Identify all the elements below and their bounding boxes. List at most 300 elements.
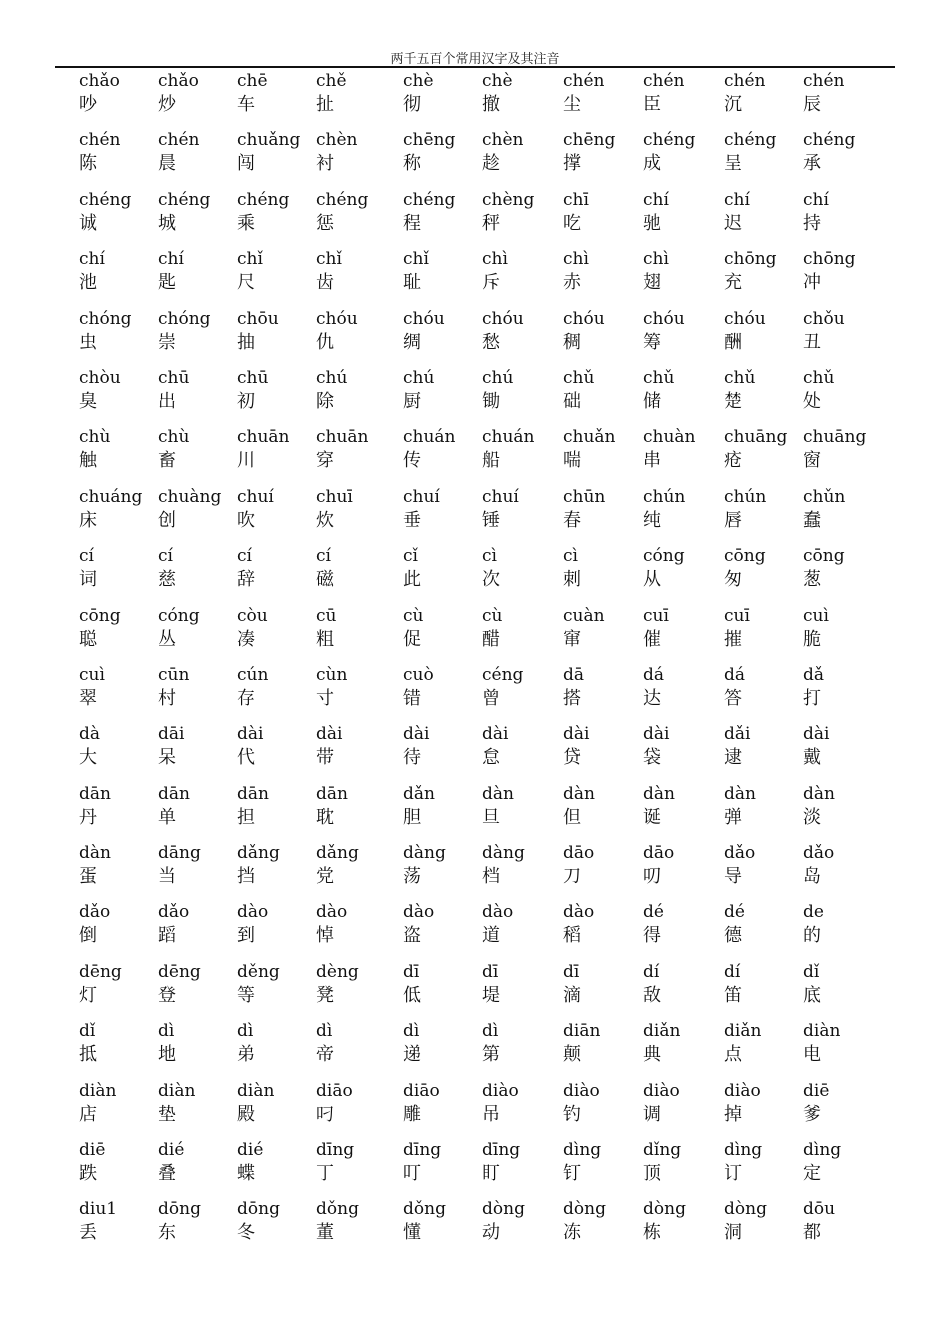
hanzi-character: 丛 xyxy=(158,628,176,650)
hanzi-character: 脆 xyxy=(803,628,821,650)
pinyin-label: chóu xyxy=(482,308,524,329)
pinyin-label: dòng xyxy=(563,1199,606,1220)
character-entry xyxy=(403,901,434,948)
pinyin-label: cí xyxy=(316,546,331,567)
hanzi-character: 堤 xyxy=(482,984,500,1006)
hanzi-character: 挡 xyxy=(237,866,255,888)
pinyin-label: cuī xyxy=(643,605,669,626)
hanzi-character: 都 xyxy=(803,1222,821,1244)
character-entry xyxy=(803,842,834,889)
hanzi-character: 荡 xyxy=(403,866,421,888)
pinyin-label: dǒng xyxy=(316,1199,359,1220)
character-entry xyxy=(803,545,845,592)
pinyin-label: dié xyxy=(158,1140,185,1161)
character-entry xyxy=(237,664,268,711)
pinyin-label: dài xyxy=(403,724,430,745)
pinyin-label: dì xyxy=(403,1021,420,1042)
pinyin-label: chí xyxy=(643,189,669,210)
hanzi-character: 城 xyxy=(158,212,176,234)
character-entry xyxy=(643,486,685,533)
character-entry xyxy=(403,664,434,711)
hanzi-character: 钉 xyxy=(563,1163,581,1185)
pinyin-label: dōng xyxy=(158,1199,201,1220)
pinyin-label: dān xyxy=(79,783,111,804)
hanzi-character: 袋 xyxy=(643,747,661,769)
character-entry xyxy=(803,664,824,711)
character-entry xyxy=(563,248,589,295)
character-entry xyxy=(237,1139,263,1186)
character-entry xyxy=(482,308,524,355)
character-entry xyxy=(316,783,348,830)
pinyin-label: chóu xyxy=(643,308,685,329)
character-entry xyxy=(237,70,268,117)
hanzi-character: 齿 xyxy=(316,272,334,294)
pinyin-label: dǎo xyxy=(79,902,111,923)
page-header-title: 两千五百个常用汉字及其注音 xyxy=(390,52,560,67)
pinyin-label: chǐ xyxy=(403,249,429,270)
pinyin-label: dǎng xyxy=(316,843,359,864)
character-entry xyxy=(803,189,829,236)
character-entry xyxy=(158,189,210,236)
hanzi-character: 滴 xyxy=(563,984,581,1006)
pinyin-label: cù xyxy=(403,605,424,626)
hanzi-character: 纯 xyxy=(643,509,661,531)
character-entry xyxy=(563,842,594,889)
hanzi-character: 闯 xyxy=(237,153,255,175)
hanzi-character: 地 xyxy=(158,1044,176,1066)
hanzi-character: 扯 xyxy=(316,94,334,115)
character-entry xyxy=(803,70,844,117)
character-entry xyxy=(563,129,615,176)
character-entry xyxy=(563,783,595,830)
pinyin-label: dīng xyxy=(316,1140,355,1161)
hanzi-character: 撑 xyxy=(563,153,581,175)
grid-row xyxy=(0,426,950,485)
grid-row xyxy=(0,723,950,782)
character-entry xyxy=(563,901,594,948)
character-entry xyxy=(403,545,421,592)
hanzi-character: 吵 xyxy=(79,94,97,115)
pinyin-label: dài xyxy=(643,724,670,745)
pinyin-label: chún xyxy=(643,486,686,507)
hanzi-character: 顶 xyxy=(643,1163,661,1185)
pinyin-label: chù xyxy=(158,427,190,448)
pinyin-label: dǎo xyxy=(803,843,835,864)
hanzi-character: 程 xyxy=(403,212,421,234)
character-entry xyxy=(158,1080,195,1127)
pinyin-label: chóu xyxy=(563,308,605,329)
character-entry xyxy=(316,664,347,711)
character-entry xyxy=(158,129,199,176)
grid-row xyxy=(0,129,950,188)
character-entry xyxy=(563,545,581,592)
character-entry xyxy=(403,129,455,176)
hanzi-character: 带 xyxy=(316,747,334,769)
pinyin-label: chóu xyxy=(403,308,445,329)
grid-row xyxy=(0,545,950,604)
pinyin-label: chǔ xyxy=(724,367,756,388)
pinyin-label: chòu xyxy=(79,367,121,388)
character-entry xyxy=(79,70,120,117)
character-entry xyxy=(724,961,742,1008)
character-entry xyxy=(643,783,675,830)
character-entry xyxy=(803,367,834,414)
hanzi-character: 盯 xyxy=(482,1163,500,1185)
pinyin-label: dài xyxy=(482,724,509,745)
character-entry xyxy=(563,70,604,117)
pinyin-label: dàng xyxy=(403,843,446,864)
character-entry xyxy=(724,1139,762,1186)
character-entry xyxy=(482,783,514,830)
hanzi-character: 蝶 xyxy=(237,1163,255,1185)
pinyin-label: chéng xyxy=(237,189,290,210)
hanzi-character: 丢 xyxy=(79,1222,97,1244)
hanzi-character: 答 xyxy=(724,687,742,709)
hanzi-character: 蠢 xyxy=(803,509,821,531)
pinyin-label: chú xyxy=(482,367,514,388)
hanzi-character: 乘 xyxy=(237,212,255,234)
hanzi-character: 吹 xyxy=(237,509,255,531)
hanzi-character: 绸 xyxy=(403,331,421,353)
character-entry xyxy=(803,1198,835,1245)
hanzi-character: 醋 xyxy=(482,628,500,650)
pinyin-label: dīng xyxy=(482,1140,521,1161)
character-entry xyxy=(237,783,269,830)
pinyin-label: de xyxy=(803,902,824,923)
character-entry xyxy=(403,486,440,533)
hanzi-character: 栋 xyxy=(643,1222,661,1244)
hanzi-character: 处 xyxy=(803,390,821,412)
pinyin-label: dà xyxy=(79,724,101,745)
hanzi-character: 持 xyxy=(803,212,821,234)
pinyin-label: dé xyxy=(643,902,664,923)
pinyin-label: dī xyxy=(482,961,499,982)
character-entry xyxy=(643,1020,680,1067)
pinyin-label: dí xyxy=(643,961,660,982)
pinyin-label: chuáng xyxy=(79,486,143,507)
pinyin-label: diào xyxy=(563,1080,600,1101)
character-entry xyxy=(724,605,750,652)
hanzi-character: 抵 xyxy=(79,1044,97,1066)
hanzi-character: 除 xyxy=(316,390,334,412)
hanzi-character: 存 xyxy=(237,687,255,709)
character-entry xyxy=(158,783,190,830)
character-entry xyxy=(482,605,502,652)
pinyin-label: dào xyxy=(403,902,435,923)
hanzi-character: 敌 xyxy=(643,984,661,1006)
character-entry xyxy=(158,605,200,652)
hanzi-character: 酬 xyxy=(724,331,742,353)
hanzi-character: 低 xyxy=(403,984,421,1006)
pinyin-label: chí xyxy=(158,249,184,270)
character-entry xyxy=(403,723,429,770)
hanzi-character: 叼 xyxy=(316,1103,334,1125)
character-entry xyxy=(79,486,142,533)
grid-row xyxy=(0,70,950,129)
hanzi-character: 聪 xyxy=(79,628,97,650)
hanzi-character: 颠 xyxy=(563,1044,581,1066)
hanzi-character: 称 xyxy=(403,153,421,175)
character-entry xyxy=(482,1080,519,1127)
grid-row xyxy=(0,1080,950,1139)
pinyin-label: dí xyxy=(724,961,741,982)
hanzi-character: 稻 xyxy=(563,925,581,947)
character-entry xyxy=(237,486,274,533)
character-entry xyxy=(803,961,821,1008)
hanzi-character: 磁 xyxy=(316,569,334,591)
pinyin-label: diāo xyxy=(316,1080,353,1101)
hanzi-character: 筹 xyxy=(643,331,661,353)
hanzi-character: 辰 xyxy=(803,94,821,115)
character-entry xyxy=(403,1198,446,1245)
hanzi-character: 丑 xyxy=(803,331,821,353)
character-entry xyxy=(237,426,290,473)
pinyin-label: cóng xyxy=(643,546,685,567)
pinyin-label: dié xyxy=(237,1140,264,1161)
character-entry xyxy=(79,783,111,830)
hanzi-character: 楚 xyxy=(724,390,742,412)
hanzi-character: 电 xyxy=(803,1044,821,1066)
character-entry xyxy=(403,70,434,117)
character-entry xyxy=(643,664,664,711)
pinyin-label: chì xyxy=(643,249,669,270)
character-entry xyxy=(803,426,866,473)
hanzi-character: 贷 xyxy=(563,747,581,769)
pinyin-label: dào xyxy=(316,902,348,923)
pinyin-label: dān xyxy=(158,783,190,804)
character-entry xyxy=(158,901,189,948)
character-entry xyxy=(724,842,755,889)
pinyin-label: chuàng xyxy=(158,486,222,507)
character-entry xyxy=(158,723,184,770)
character-entry xyxy=(316,426,369,473)
character-entry xyxy=(403,189,455,236)
pinyin-label: chéng xyxy=(158,189,211,210)
pinyin-label: chuǎn xyxy=(563,427,616,448)
pinyin-label: diàn xyxy=(158,1080,196,1101)
character-entry xyxy=(79,664,105,711)
character-entry xyxy=(482,664,523,711)
pinyin-label: chè xyxy=(482,71,513,91)
pinyin-label: děng xyxy=(237,961,280,982)
pinyin-label: chù xyxy=(79,427,111,448)
hanzi-character: 蹈 xyxy=(158,925,176,947)
hanzi-character: 但 xyxy=(563,806,581,828)
hanzi-character: 寸 xyxy=(316,687,334,709)
hanzi-character: 抽 xyxy=(237,331,255,353)
hanzi-character: 呆 xyxy=(158,747,176,769)
hanzi-character: 厨 xyxy=(403,390,421,412)
hanzi-character: 慈 xyxy=(158,569,176,591)
character-entry xyxy=(643,545,685,592)
pinyin-label: chuān xyxy=(316,427,369,448)
pinyin-label: dé xyxy=(724,902,745,923)
pinyin-label: chí xyxy=(79,249,105,270)
character-entry xyxy=(237,129,300,176)
character-entry xyxy=(643,248,669,295)
character-grid xyxy=(0,70,950,1258)
character-entry xyxy=(803,1080,829,1127)
hanzi-character: 戴 xyxy=(803,747,821,769)
character-entry xyxy=(643,901,664,948)
character-entry xyxy=(482,189,534,236)
pinyin-label: chén xyxy=(158,130,200,151)
pinyin-label: dòng xyxy=(724,1199,767,1220)
hanzi-character: 充 xyxy=(724,272,742,294)
pinyin-label: cuàn xyxy=(563,605,605,626)
hanzi-character: 单 xyxy=(158,806,176,828)
character-entry xyxy=(237,1080,274,1127)
pinyin-label: chèng xyxy=(482,189,535,210)
hanzi-character: 船 xyxy=(482,450,500,472)
hanzi-character: 调 xyxy=(643,1103,661,1125)
character-entry xyxy=(482,1020,500,1067)
character-entry xyxy=(316,189,368,236)
hanzi-character: 定 xyxy=(803,1163,821,1185)
hanzi-character: 刀 xyxy=(563,866,581,888)
pinyin-label: chǐ xyxy=(316,249,342,270)
hanzi-character: 沉 xyxy=(724,94,742,115)
hanzi-character: 尺 xyxy=(237,272,255,294)
hanzi-character: 冲 xyxy=(803,272,821,294)
character-entry xyxy=(158,1139,184,1186)
character-entry xyxy=(158,961,201,1008)
pinyin-label: dǐ xyxy=(79,1021,96,1042)
hanzi-character: 粗 xyxy=(316,628,334,650)
character-entry xyxy=(803,1139,841,1186)
pinyin-label: diē xyxy=(79,1140,106,1161)
character-entry xyxy=(403,842,446,889)
hanzi-character: 崇 xyxy=(158,331,176,353)
character-entry xyxy=(563,1198,606,1245)
hanzi-character: 储 xyxy=(643,390,661,412)
pinyin-label: chōng xyxy=(724,249,777,270)
character-entry xyxy=(403,961,421,1008)
pinyin-label: cún xyxy=(237,664,269,685)
hanzi-character: 弟 xyxy=(237,1044,255,1066)
character-entry xyxy=(724,129,776,176)
hanzi-character: 彻 xyxy=(403,94,421,115)
pinyin-label: dào xyxy=(563,902,595,923)
pinyin-label: chuí xyxy=(482,486,519,507)
character-entry xyxy=(724,545,766,592)
hanzi-character: 担 xyxy=(237,806,255,828)
character-entry xyxy=(79,308,132,355)
character-entry xyxy=(316,605,336,652)
hanzi-character: 冬 xyxy=(237,1222,255,1244)
pinyin-label: dìng xyxy=(803,1140,842,1161)
pinyin-label: diu1 xyxy=(79,1199,118,1220)
hanzi-character: 打 xyxy=(803,687,821,709)
hanzi-character: 登 xyxy=(158,984,176,1006)
hanzi-character: 爹 xyxy=(803,1103,821,1125)
character-entry xyxy=(316,901,347,948)
character-entry xyxy=(643,842,674,889)
character-entry xyxy=(316,1139,354,1186)
pinyin-label: chéng xyxy=(403,189,456,210)
character-entry xyxy=(803,783,835,830)
character-entry xyxy=(643,129,695,176)
character-entry xyxy=(482,70,513,117)
pinyin-label: dá xyxy=(643,664,665,685)
hanzi-character: 动 xyxy=(482,1222,500,1244)
hanzi-character: 炊 xyxy=(316,509,334,531)
pinyin-label: chí xyxy=(803,189,829,210)
hanzi-character: 道 xyxy=(482,925,500,947)
pinyin-label: dàn xyxy=(79,843,111,864)
hanzi-character: 得 xyxy=(643,925,661,947)
hanzi-character: 呈 xyxy=(724,153,742,175)
character-entry xyxy=(79,248,105,295)
pinyin-label: dēng xyxy=(158,961,201,982)
pinyin-label: chǔ xyxy=(803,367,835,388)
pinyin-label: dāo xyxy=(643,843,675,864)
pinyin-label: dǎo xyxy=(724,843,756,864)
hanzi-character: 盗 xyxy=(403,925,421,947)
hanzi-character: 晨 xyxy=(158,153,176,175)
character-entry xyxy=(403,1080,440,1127)
hanzi-character: 窗 xyxy=(803,450,821,472)
hanzi-character: 吃 xyxy=(563,212,581,234)
pinyin-label: cuī xyxy=(724,605,750,626)
character-entry xyxy=(482,1198,525,1245)
hanzi-character: 池 xyxy=(79,272,97,294)
pinyin-label: diǎn xyxy=(724,1021,762,1042)
pinyin-label: dài xyxy=(563,724,590,745)
pinyin-label: chēng xyxy=(403,130,456,151)
hanzi-character: 悼 xyxy=(316,925,334,947)
character-entry xyxy=(237,367,268,414)
hanzi-character: 凑 xyxy=(237,628,255,650)
character-entry xyxy=(563,486,605,533)
character-entry xyxy=(158,486,221,533)
hanzi-character: 诚 xyxy=(79,212,97,234)
pinyin-label: cūn xyxy=(158,664,190,685)
character-entry xyxy=(643,189,669,236)
character-entry xyxy=(316,545,334,592)
character-entry xyxy=(482,367,513,414)
character-entry xyxy=(643,1080,680,1127)
hanzi-character: 初 xyxy=(237,390,255,412)
hanzi-character: 驰 xyxy=(643,212,661,234)
pinyin-label: dōng xyxy=(237,1199,280,1220)
character-entry xyxy=(158,426,189,473)
hanzi-character: 春 xyxy=(563,509,581,531)
character-entry xyxy=(724,308,766,355)
header-rule xyxy=(55,66,895,68)
pinyin-label: chén xyxy=(643,71,685,91)
pinyin-label: chén xyxy=(724,71,766,91)
hanzi-character: 等 xyxy=(237,984,255,1006)
hanzi-character: 喘 xyxy=(563,450,581,472)
pinyin-label: dào xyxy=(237,902,269,923)
character-entry xyxy=(316,1198,359,1245)
hanzi-character: 档 xyxy=(482,866,500,888)
hanzi-character: 匙 xyxy=(158,272,176,294)
pinyin-label: dī xyxy=(563,961,580,982)
character-entry xyxy=(563,189,589,236)
hanzi-character: 赤 xyxy=(563,272,581,294)
hanzi-character: 催 xyxy=(643,628,661,650)
character-entry xyxy=(79,189,131,236)
character-entry xyxy=(724,664,745,711)
character-entry xyxy=(79,961,122,1008)
pinyin-label: diào xyxy=(643,1080,680,1101)
hanzi-character: 耽 xyxy=(316,806,334,828)
character-entry xyxy=(563,961,581,1008)
character-entry xyxy=(158,664,189,711)
character-entry xyxy=(482,129,523,176)
